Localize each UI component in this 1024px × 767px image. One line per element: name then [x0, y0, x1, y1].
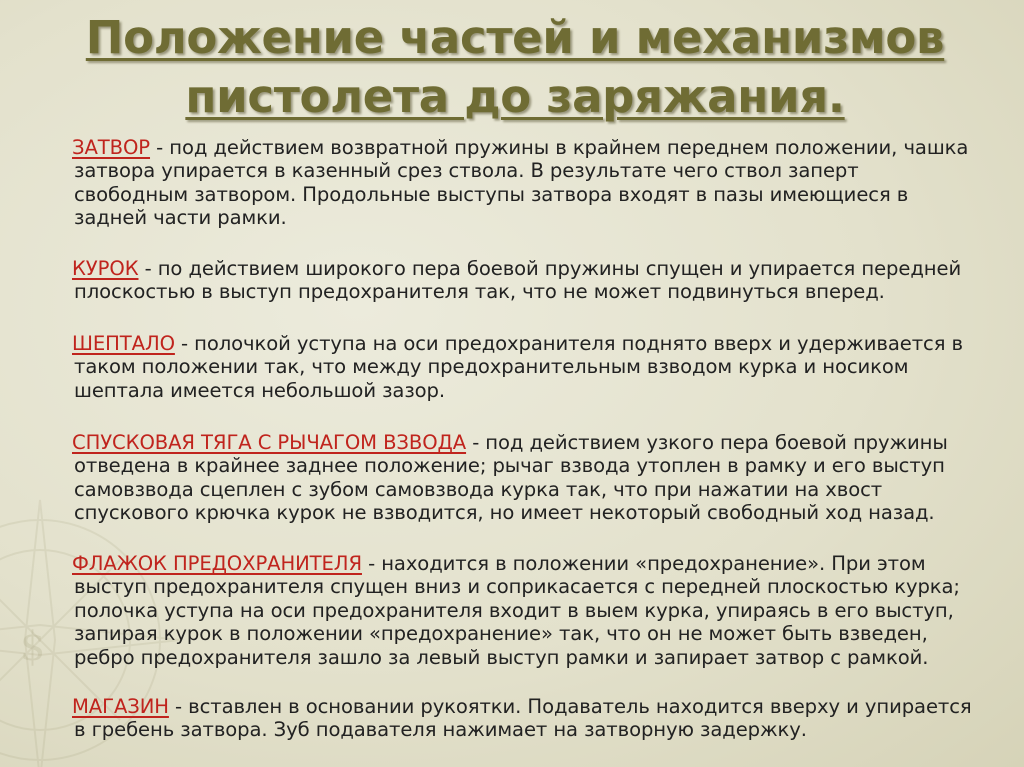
item-line: запирая курок в положении «предохранение» так, что он не может быть взведен,: [74, 622, 928, 646]
item-line: КУРОК - по действием широкого пера боевой пружины спущен и упирается передней: [72, 257, 962, 280]
item-term: МАГАЗИН: [72, 695, 169, 718]
item-term: ШЕПТАЛО: [72, 332, 175, 355]
item-line: ШЕПТАЛО - полочкой уступа на оси предохранителя поднято вверх и удерживается в: [72, 332, 963, 355]
item-line: в гребень затвора. Зуб подавателя нажимает на затворную задержку.: [74, 718, 807, 742]
item-flazhok: [74, 552, 1004, 669]
item-sheptalo: [74, 332, 1004, 402]
item-term: ФЛАЖОК ПРЕДОХРАНИТЕЛЯ: [72, 552, 362, 575]
slide-title: [40, 8, 990, 126]
item-line: плоскостью в выступ предохранителя так, что не может подвинуться вперед.: [74, 280, 885, 304]
title-line-1: Положение частей и механизмов: [85, 11, 945, 64]
item-line: затвора упирается в казенный срез ствола. В результате чего ствол заперт: [74, 159, 859, 183]
item-line: ЗАТВОР - под действием возвратной пружины в крайнем переднем положении, чашка: [72, 136, 969, 159]
item-line: задней части рамки.: [74, 206, 287, 230]
item-term: КУРОК: [72, 257, 139, 280]
item-line: СПУСКОВАЯ ТЯГА С РЫЧАГОМ ВЗВОДА - под действием узкого пера боевой пружины: [72, 431, 948, 454]
item-spuskovaya-tyaga: [74, 431, 1004, 525]
item-line: полочка уступа на оси предохранителя входит в выем курка, упираясь в его выступ,: [74, 598, 954, 622]
item-kurok: [74, 257, 1004, 304]
dollar-sign-watermark: $: [20, 624, 46, 670]
item-line: ребро предохранителя зашло за левый выступ рамки и запирает затвор с рамкой.: [74, 645, 929, 669]
item-line: самовзвода сцеплен с зубом самовзвода курка так, что при нажатии на хвост: [74, 477, 883, 501]
title-line-2: пистолета до заряжания.: [185, 70, 845, 123]
item-term: ЗАТВОР: [72, 136, 151, 159]
item-line: отведена в крайнее заднее положение; рычаг взвода утоплен в рамку и его выступ: [74, 454, 945, 478]
item-term: СПУСКОВАЯ ТЯГА С РЫЧАГОМ ВЗВОДА: [72, 431, 467, 454]
item-line: таком положении так, что между предохранительным взводом курка и носиком: [74, 355, 909, 379]
item-line: МАГАЗИН - вставлен в основании рукоятки. Подаватель находится вверху и упирается: [72, 695, 972, 718]
item-line: свободным затвором. Продольные выступы затвора входят в пазы имеющиеся в: [74, 182, 909, 206]
item-line: ФЛАЖОК ПРЕДОХРАНИТЕЛЯ - находится в положении «предохранение». При этом: [72, 552, 926, 575]
item-zatvor: [74, 136, 1004, 230]
item-magazin: [74, 695, 1004, 742]
item-line: спускового крючка курок не взводится, но имеет некоторый свободный ход назад.: [74, 501, 935, 525]
item-line: шептала имеется небольшой зазор.: [74, 378, 445, 402]
item-line: выступ предохранителя спущен вниз и соприкасается с передней плоскостью курка;: [74, 575, 960, 599]
